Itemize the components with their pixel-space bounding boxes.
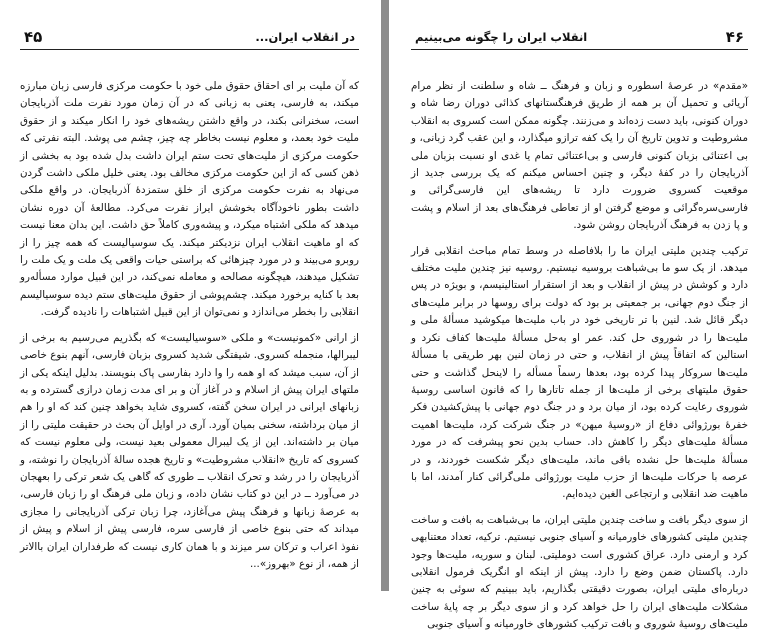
left-page-number: ۴۵ (24, 27, 43, 46)
right-page-body (411, 78, 748, 634)
right-running-head: انقلاب ایران را چگونه می‌بینیم (415, 29, 588, 44)
paragraph: «مقدم» در عرصهٔ اسطوره و زبان و فرهنگ ــ شاه و سلطنت از نظر مرام آریائی و تحمیل آن بر همه از طریق فرهنگستانهای کذائی دوران رضا شاه و دوران کنونی، باید دست زده‌اند و می‌زنند. چگونه ممکن است کسروی به انقلاب مشروطیت و تدوین تاریخ آن را یک کفه ترازو میگذارد، و این عقب گرد زبانی، و بی اعتنائی بزبان کنونی فارسی و بی‌اعتنائی تمام یا غدی او نسبت بزبان ملی آذربایجان را در کفهٔ دیگر، و چنین احساس میکنم که یک بررسی جدید از موقعیت کسروی ضرورت دارد تا ریشه‌های این فارسی‌گرائی و فارسی‌سره‌گرائی و موضع گرفتن او از تعاطی فرهنگ‌های بعد از اسلام و پشت و پا زدن به فرهنگ آذربایجان روشن شود. (411, 80, 748, 232)
right-page-header (411, 26, 748, 50)
right-page (389, 0, 768, 631)
left-running-head: در انقلاب ایران... (255, 29, 355, 44)
paragraph: از سوی دیگر بافت و ساخت چندین ملیتی ایران، ما بی‌شباهت به بافت و ساخت چندین ملیتی کشورهای خاورمیانه و آسیای جنوبی نیستیم. ترکیه، تعداد معتنابهی کرد و ارمنی دارد. عراق کشوری است دوملیتی. لبنان و سوریه، ملیت‌ها وجود دارد. پاکستان ضمن وضع را دارد. پیش از اینکه او انگریک فرمول انقلابی درباره‌ای ملیتی ایران، بصورت دقیقتی بگذاریم، باید ببینیم که سوئی به چنین مشکلات ملیت‌های ایران را حل خواهد کرد و از سوی دیگر بر چه پایهٔ ساخت ملیت‌های روسیهٔ شوروی و بافت ترکیب کشورهای خاورمیانه و آسیای جنوبی (411, 513, 748, 631)
paragraph: ترکیب چندین ملیتی ایران ما را بلافاصله در وسط تمام مباحث انقلابی قرار میدهد. از یک سو ما بی‌شباهت بروسیه نیستیم. روسیه نیز چندین ملیت مختلف دارد و کوشش در پیش از انقلاب و بعد از استقرار استالینیسم، و بویژه در پس از جنگ دوم جهانی، بر جمعیتی بر بود که دولت برای روسها در برابر ملیت‌های دیگر قائل شد. لنین با تر تاریخی خود در باب ملیت‌ها میکوشید مسألهٔ ملی و ملیت‌ها را در شوروی حل کند. عمر او به‌حل مسألهٔ ملیت‌ها کفاف نکرد و استالین که اتفاقاً پیش از انقلاب، و حتی در زمان لنین بهر طریقی با مسألهٔ ملیت‌ها سروکار پیدا کرده بود، بعدها رسماً مسأله را لاینحل گذاشت و حتی حقوق ملیتهای برخی از ملیت‌ها از جمله تاتارها را که قانون اساسی روسیهٔ شوروی رعایت کرده بود، از میان برد و در جنگ دوم جهانی با پیش‌کشیدن فکر خفرهٔ بورژوائی دفاع از «روسیهٔ میهن» در جنگ شرکت کرد، ملیت‌ها اهمیت مسألهٔ ملیت‌های دیگر را کاهش داد. حساب بدین نحو پیشرفت که در مورد مسألهٔ ملیت‌ها حل نشده باقی ماند، ملیت‌های دیگر شکست خوردند، و در عرصه با حرکات ملیت‌ها از حزب ملیت بورژوائی ملی‌گرائی کنار آمدند، اما با ماهیت ضد انقلابی و ارتجاعی الغین دیده‌ایم. (411, 244, 748, 501)
paragraph: از ارانی «کمونیست» و ملکی «سوسیالیست» که بگذریم می‌رسیم به برخی از لیبرالها، منجمله کسروی. شیفتگی شدید کسروی بزبان فارسی، آنهم بنوع خاصی از آن، سبب میشد که او همه را وا دارد بفارسی پاک بنویسند. بدلیل اینکه یکی از ملتهای ایران پیش از اسلام و در آغاز آن و بر ای مدت زمان درازی گسترده و به زبانهای ایرانی در ایران سخن گفته، کسروی شاید بخواهد چنین کند که او را هم از میان برداشته، سخنی بمیان آورد. آری در اوایل آن بحث در حقیقت ملیتی را از میان بر داشته‌اند. این از یک لیبرال معمولی بعید نیست، ولی معلوم نیست که کسروی که تاریخ «انقلاب مشروطیت» و تاریخ هجده سالهٔ آذربایجان را نوشته، و آذربایجان را در رشد و تحرک انقلاب ــ طوری که گاهی یک شعر ترکی را بعهجان در می‌آورد ــ در این دو کتاب نشان داده، و زبان ملی فرهنگ او را زبان فارسی، به عرصهٔ زبانها و فرهنگ پیش می‌آغازد، چرا زبان ترکی آذربایجانی را مجازی میداند که حتی بنوع خاصی از فارسی سره، فارسی پیش از اسلام و پیش از نفوذ اعراب و ترکان سر میزند و با همان کاری نیست که طرفداران ایران باالاتر از همه، از نوع «بهروز»... (20, 331, 359, 570)
right-page-number: ۴۶ (725, 27, 744, 46)
paragraph: که آن ملیت بر ای احقاق حقوق ملی خود با حکومت مرکزی فارسی زبان مبارزه میکند، به فارسی، یعنی به زبانی که در آن زمان مورد نفرت ملت آذربایجان است، سخنرانی بکند، در واقع داشتن ریشه‌های خود را انکار میکند و از حقوق ملیت خود بعمد، و معلوم نیست بخاطر چه چیز، چشم می پوشد. البته نفرتی که حکومت مرکزی از ملیت‌های تحت ستم ایران داشت بدل شده بود به بخشی از ذهن کسی که از این حکومت مرکزی مخالف بود. یعنی خلیل ملکی داشت گردن می‌نهاد به نفرت حکومت مرکزی از خلق ستمزدهٔ آذربایجان. در واقع ملکی داشت بطور ناخودآگاه بخوشش ایراز نفرت می‌کرد. مطالعهٔ آن دوره نشان میدهد که ملکی اشتباه میکرد، و پیشه‌وری کاملاً حق داشت. این بدان معنا نیست که او ماهیت انقلاب ایران نزدیکتر میکند. یک سوسیالیست که همه چیز را از روبرو می‌بیند و در مورد چیزهائی که براستی حیات واقعی یک ملت و یک ملت را تشکیل میدهند، هیچگونه مصالحه و معامله نمی‌کند، در این قبیل موارد مسأله‌رو بعد با کنایه برخورد میکند. چشم‌پوشی از حقوق ملیت‌های ستم دیده سوسیالیسم انقلابی را بخطر می‌اندازد و نمی‌توان از این قبیل اشتباهات را نادیده گرفت. (20, 80, 359, 319)
left-page-body (20, 78, 359, 573)
book-gutter (381, 0, 389, 591)
left-page (0, 0, 381, 591)
left-page-header (20, 26, 359, 50)
